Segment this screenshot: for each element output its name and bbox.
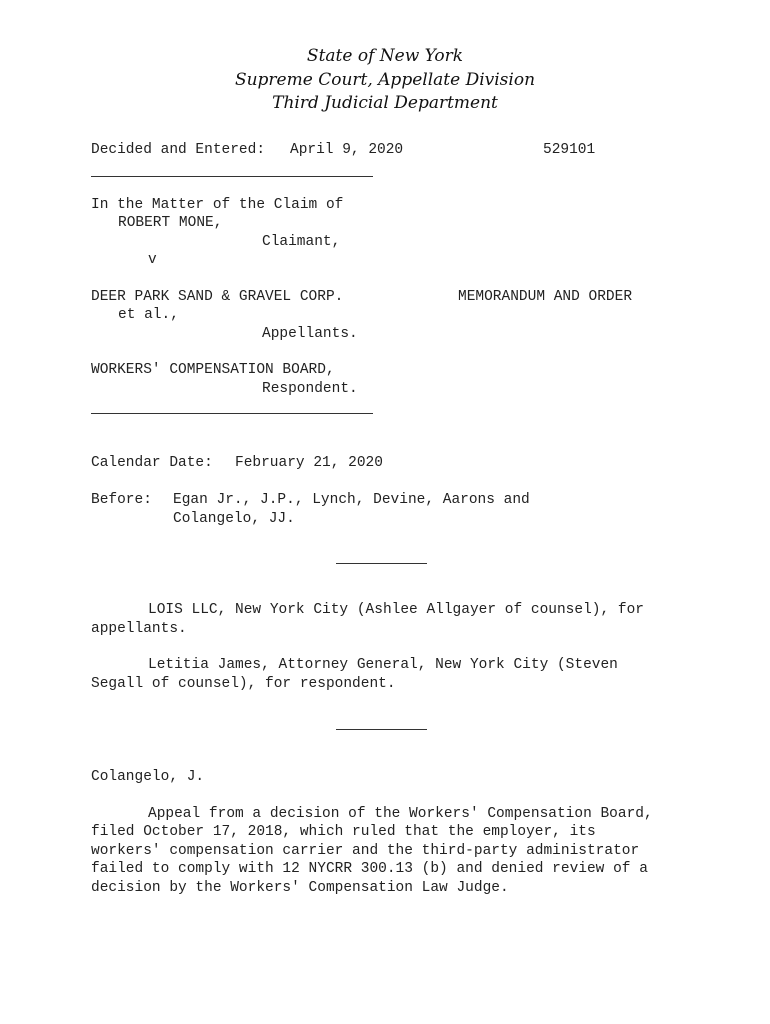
versus: v [148,252,157,268]
caption-bottom-rule [91,413,373,414]
appellant-role: Appellants. [262,326,358,342]
calendar-label: Calendar Date: [91,455,213,471]
court-division-heading: Supreme Court, Appellate Division [234,70,536,90]
opinion-paragraph-line: workers' compensation carrier and the third-party administrator [91,843,640,859]
claimant-name: ROBERT MONE, [118,215,223,231]
opinion-paragraph-line: Appeal from a decision of the Workers' Compensation Board, [148,806,653,822]
before-label: Before: [91,492,152,508]
decided-label: Decided and Entered: [91,142,266,158]
caption-top-rule [91,176,373,177]
court-state-heading: State of New York [306,46,464,66]
before-justices-line1: Egan Jr., J.P., Lynch, Devine, Aarons and [173,492,530,508]
opinion-author: Colangelo, J. [91,769,205,785]
matter-line: In the Matter of the Claim of [91,197,344,213]
document-type: MEMORANDUM AND ORDER [458,289,633,305]
opinion-paragraph-line: filed October 17, 2018, which ruled that the employer, its [91,824,596,840]
claimant-role: Claimant, [262,234,341,250]
section-divider [336,563,427,564]
respondent-counsel-line1: Letitia James, Attorney General, New York City (Steven [148,657,618,673]
appellants-counsel-line2: appellants. [91,621,187,637]
section-divider [336,729,427,730]
respondent-counsel-line2: Segall of counsel), for respondent. [91,676,396,692]
appellant-name: DEER PARK SAND & GRAVEL CORP. [91,289,344,305]
opinion-paragraph-line: failed to comply with 12 NYCRR 300.13 (b) and denied review of a [91,861,648,877]
calendar-date: February 21, 2020 [235,455,383,471]
opinion-paragraph-line: decision by the Workers' Compensation Law Judge. [91,880,509,896]
appellants-counsel-line1: LOIS LLC, New York City (Ashlee Allgayer of counsel), for [148,602,644,618]
docket-number: 529101 [543,142,596,158]
respondent-role: Respondent. [262,381,358,397]
before-justices-line2: Colangelo, JJ. [173,511,295,527]
respondent-name: WORKERS' COMPENSATION BOARD, [91,362,335,378]
appellant-continuation: et al., [118,307,179,323]
court-department-heading: Third Judicial Department [272,93,498,113]
decided-date: April 9, 2020 [290,142,404,158]
